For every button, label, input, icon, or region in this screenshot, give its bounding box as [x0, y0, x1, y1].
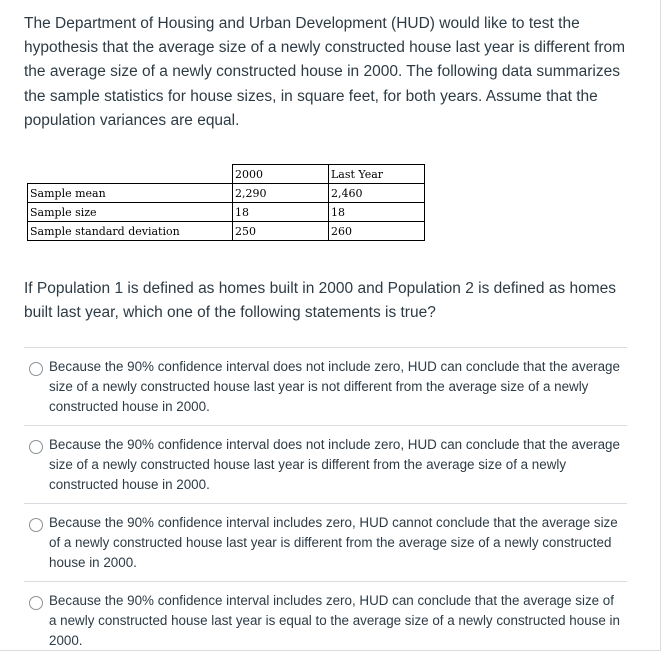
answer-option-label[interactable]: Because the 90% confidence interval does not include zero, HUD can conclude that the average size of a newly constructed house last year is different from the average size of a newly constructed house in 2000. [49, 437, 620, 492]
row-label: Sample size [28, 203, 233, 222]
sample-statistics-table [27, 164, 425, 241]
cell-last-year: 2,460 [329, 184, 425, 203]
radio-button-icon[interactable] [29, 518, 43, 532]
answer-option-4[interactable] [24, 581, 627, 659]
answer-option-3[interactable] [24, 503, 627, 581]
table-row [28, 222, 425, 241]
answer-option-label[interactable]: Because the 90% confidence interval does not include zero, HUD can conclude that the average size of a newly constructed house last year is not different from the average size of a newly constructed house in 2000. [49, 359, 620, 414]
table-row [28, 203, 425, 222]
question-intro: The Department of Housing and Urban Development (HUD) would like to test the hypothesis that the average size of a newly constructed house last year is different from the average size of a newly constructed house in 2000. The following data summarizes the sample statistics for house sizes, in square feet, for both years. Assume that the population variances are equal. [24, 15, 626, 129]
cell-last-year: 260 [329, 222, 425, 241]
radio-button-icon[interactable] [29, 362, 43, 376]
table-header-blank [28, 165, 233, 184]
cell-2000: 250 [233, 222, 329, 241]
cell-last-year: 18 [329, 203, 425, 222]
table-row [28, 184, 425, 203]
table-header-row [28, 165, 425, 184]
answer-option-2[interactable] [24, 425, 627, 503]
radio-button-icon[interactable] [29, 596, 43, 610]
question-prompt: If Population 1 is defined as homes built in 2000 and Population 2 is defined as homes built last year, which one of the following statements is true? [24, 280, 616, 321]
radio-button-icon[interactable] [29, 440, 43, 454]
answer-option-1[interactable] [24, 347, 627, 425]
table-header-2000: 2000 [233, 165, 329, 184]
answer-options [24, 347, 627, 659]
row-label: Sample standard deviation [28, 222, 233, 241]
cell-2000: 18 [233, 203, 329, 222]
answer-option-label[interactable]: Because the 90% confidence interval includes zero, HUD can conclude that the average size of a newly constructed house last year is equal to the average size of a newly constructed house in 2000. [49, 593, 620, 648]
answer-option-label[interactable]: Because the 90% confidence interval includes zero, HUD cannot conclude that the average size of a newly constructed house last year is different from the average size of a newly constructed house in 2000. [49, 515, 618, 570]
cell-2000: 2,290 [233, 184, 329, 203]
row-label: Sample mean [28, 184, 233, 203]
table-header-last-year: Last Year [329, 165, 425, 184]
